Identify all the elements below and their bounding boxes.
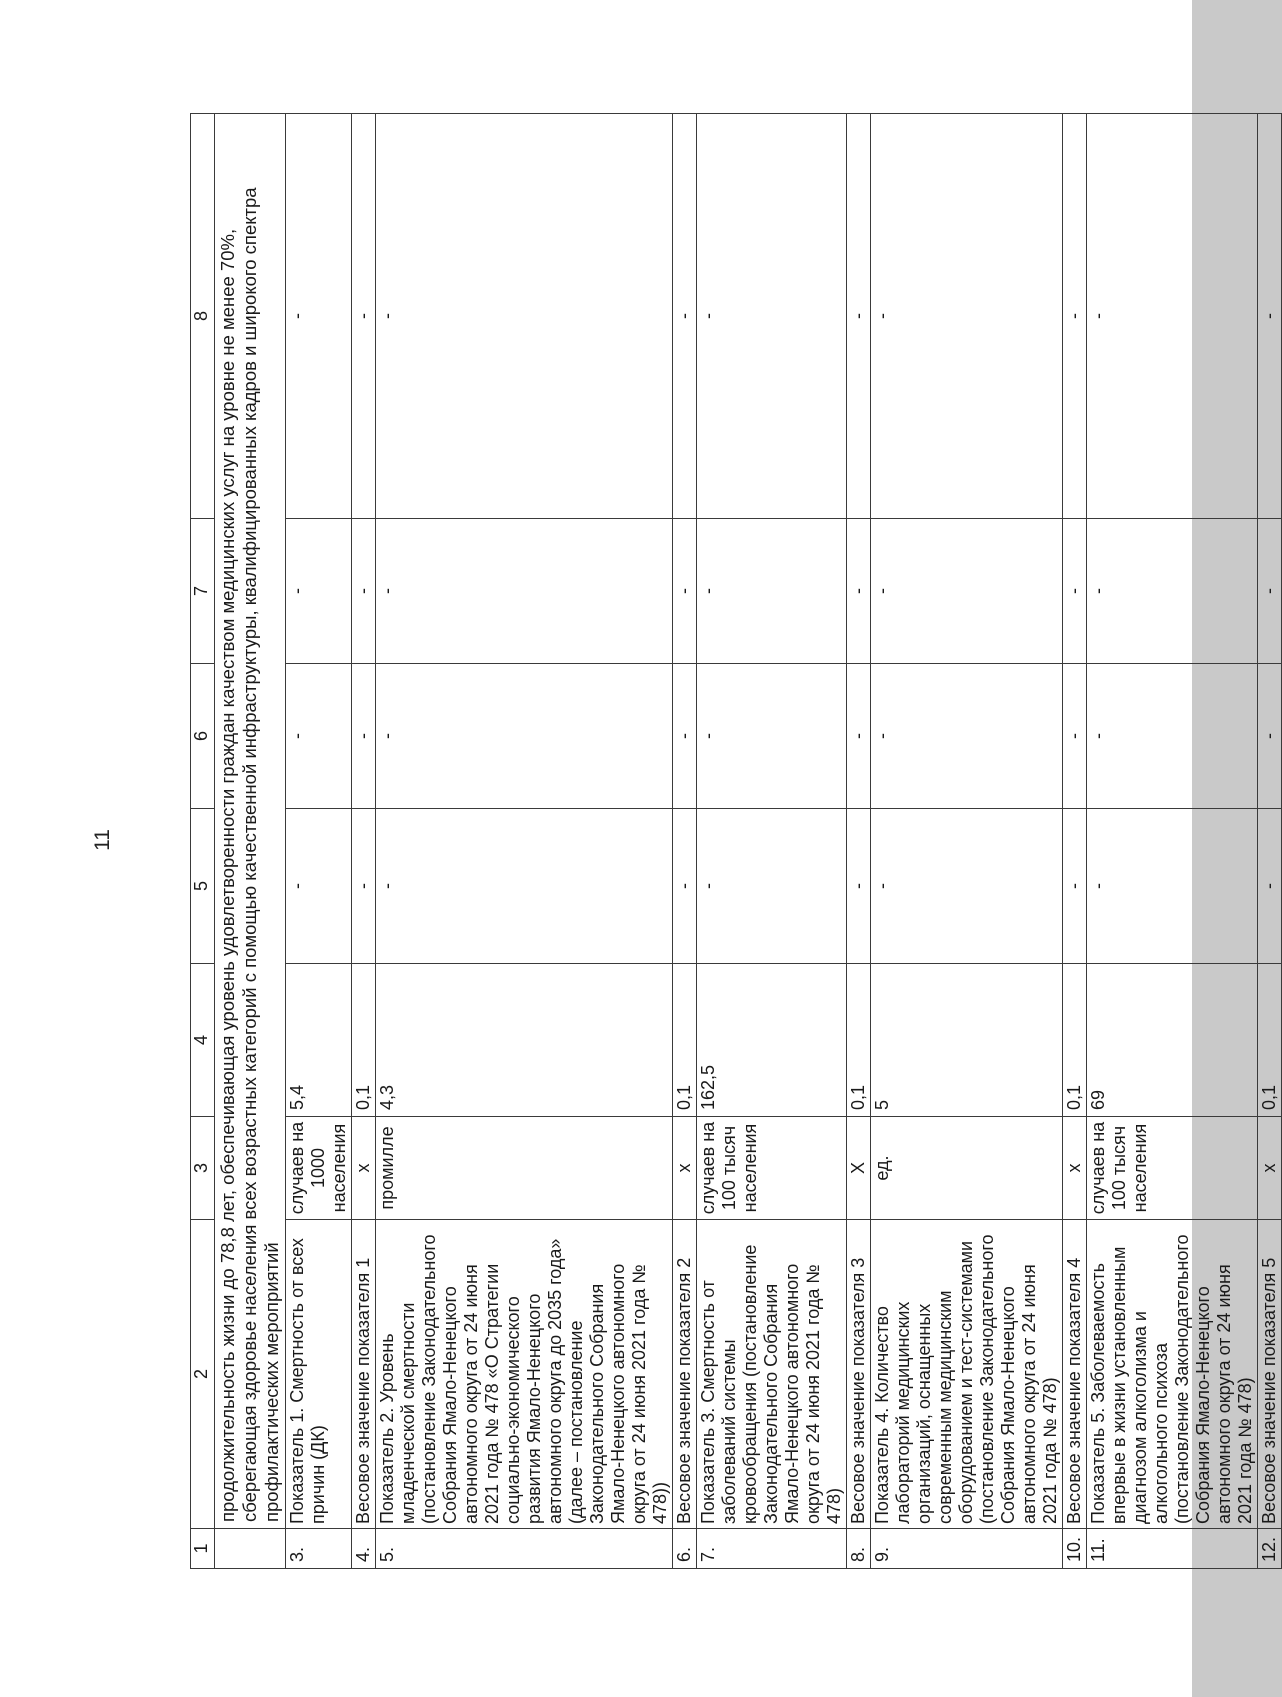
unit-cell: случаев на 100 тысяч населения (697, 1117, 847, 1220)
col5-cell: - (697, 809, 847, 964)
col5-cell: - (847, 809, 871, 964)
col8-cell: - (673, 114, 697, 519)
col8-cell: - (286, 114, 352, 519)
col7-cell: - (673, 519, 697, 664)
rotated-table-container (190, 114, 1279, 1569)
table-row (697, 114, 847, 1569)
unit-cell: х (352, 1117, 376, 1220)
col7-cell: - (1063, 519, 1087, 664)
unit-cell: случаев на 100 тысяч населения (1087, 1117, 1258, 1220)
value-cell: 162,5 (697, 964, 847, 1117)
row-number: 4. (352, 1529, 376, 1569)
col7-cell: - (1087, 519, 1258, 664)
table-row (871, 114, 1063, 1569)
indicator-name: Показатель 1. Смертность от всех причин (ДК) (286, 1220, 352, 1529)
col6-cell: - (286, 664, 352, 809)
unit-cell: ед. (871, 1117, 1063, 1220)
table-row (847, 114, 871, 1569)
col7-cell: - (376, 519, 673, 664)
value-cell: 0,1 (352, 964, 376, 1117)
column-header: 4 (191, 964, 215, 1117)
row-number: 9. (871, 1529, 1063, 1569)
col7-cell: - (286, 519, 352, 664)
indicator-name: Показатель 2. Уровень младенческой смертности (постановление Законодательного Собрания Ямало-Ненецкого автономного округа от 24 июня 2021 года № 478 «О Стратегии социально-экономического развития Ямало-Ненецкого автономного округа до 2035 года» (далее – постановление Законодательного Собрания Ямало-Ненецкого автономного округа от 24 июня 2021 года № 478)) (376, 1220, 673, 1529)
col6-cell: - (352, 664, 376, 809)
goal-row (215, 114, 286, 1569)
table-row (673, 114, 697, 1569)
col6-cell: - (1063, 664, 1087, 809)
indicator-name: Показатель 5. Заболеваемость впервые в жизни установленным диагнозом алкоголизма и алкогольного психоза (постановление Законодательного Собрания Ямало-Ненецкого автономного округа от 24 июня 2021 года № 478) (1087, 1220, 1258, 1529)
table-row (1063, 114, 1087, 1569)
goal-num-cell (215, 1529, 286, 1569)
unit-cell: х (1063, 1117, 1087, 1220)
row-number: 5. (376, 1529, 673, 1569)
goal-text: продолжительность жизни до 78,8 лет, обеспечивающая уровень удовлетворенности граждан качеством медицинских услуг на уровне не менее 70%, сберегающая здоровье населения всех возрастных категорий с помощью качественной инфраструктуры, квалифицированных кадров и широкого спектра профилактических мероприятий (215, 114, 286, 1529)
col7-cell: - (352, 519, 376, 664)
col6-cell: - (697, 664, 847, 809)
column-header: 7 (191, 519, 215, 664)
column-header: 2 (191, 1220, 215, 1529)
value-cell: 0,1 (847, 964, 871, 1117)
unit-cell: случаев на 1000 населения (286, 1117, 352, 1220)
col8-cell: - (376, 114, 673, 519)
table-row (352, 114, 376, 1569)
col7-cell: - (697, 519, 847, 664)
col6-cell: - (871, 664, 1063, 809)
col5-cell: - (1087, 809, 1258, 964)
unit-cell: промилле (376, 1117, 673, 1220)
column-header: 1 (191, 1529, 215, 1569)
value-cell: 69 (1087, 964, 1258, 1117)
col8-cell: - (1063, 114, 1087, 519)
col5-cell: - (871, 809, 1063, 964)
indicator-name: Весовое значение показателя 3 (847, 1220, 871, 1529)
column-header: 5 (191, 809, 215, 964)
indicator-name: Весовое значение показателя 2 (673, 1220, 697, 1529)
col5-cell: - (1063, 809, 1087, 964)
indicators-table (190, 113, 1282, 1569)
unit-cell: х (1258, 1117, 1282, 1220)
row-number: 8. (847, 1529, 871, 1569)
col5-cell: - (352, 809, 376, 964)
col7-cell: - (871, 519, 1063, 664)
indicator-name: Показатель 4. Количество лабораторий медицинских организаций, оснащенных современным медицинским оборудованием и тест-системами (постановление Законодательного Собрания Ямало-Ненецкого автономного округа от 24 июня 2021 года № 478) (871, 1220, 1063, 1529)
value-cell: 0,1 (1063, 964, 1087, 1117)
col5-cell: - (1258, 809, 1282, 964)
table-row (1087, 114, 1258, 1569)
column-header: 6 (191, 664, 215, 809)
col7-cell: - (847, 519, 871, 664)
value-cell: 4,3 (376, 964, 673, 1117)
row-number: 3. (286, 1529, 352, 1569)
indicator-name: Весовое значение показателя 5 (1258, 1220, 1282, 1529)
col8-cell: - (697, 114, 847, 519)
column-header: 3 (191, 1117, 215, 1220)
value-cell: 0,1 (673, 964, 697, 1117)
row-number: 7. (697, 1529, 847, 1569)
unit-cell: х (673, 1117, 697, 1220)
col8-cell: - (1087, 114, 1258, 519)
value-cell: 5 (871, 964, 1063, 1117)
col5-cell: - (286, 809, 352, 964)
col7-cell: - (1258, 519, 1282, 664)
col5-cell: - (673, 809, 697, 964)
col6-cell: - (673, 664, 697, 809)
row-number: 10. (1063, 1529, 1087, 1569)
row-number: 11. (1087, 1529, 1258, 1569)
col8-cell: - (871, 114, 1063, 519)
col8-cell: - (352, 114, 376, 519)
unit-cell: Х (847, 1117, 871, 1220)
col8-cell: - (847, 114, 871, 519)
col8-cell: - (1258, 114, 1282, 519)
row-number: 12. (1258, 1529, 1282, 1569)
value-cell: 0,1 (1258, 964, 1282, 1117)
indicator-name: Весовое значение показателя 4 (1063, 1220, 1087, 1529)
col5-cell: - (376, 809, 673, 964)
column-header: 8 (191, 114, 215, 519)
table-row (376, 114, 673, 1569)
col6-cell: - (847, 664, 871, 809)
table-row (286, 114, 352, 1569)
page-number: 11 (90, 829, 114, 851)
value-cell: 5,4 (286, 964, 352, 1117)
col6-cell: - (1258, 664, 1282, 809)
indicator-name: Весовое значение показателя 1 (352, 1220, 376, 1529)
row-number: 6. (673, 1529, 697, 1569)
col6-cell: - (376, 664, 673, 809)
indicator-name: Показатель 3. Смертность от заболеваний системы кровообращения (постановление Законодательного Собрания Ямало-Ненецкого автономного округа от 24 июня 2021 года № 478) (697, 1220, 847, 1529)
table-row (1258, 114, 1282, 1569)
col6-cell: - (1087, 664, 1258, 809)
header-row (191, 114, 215, 1569)
